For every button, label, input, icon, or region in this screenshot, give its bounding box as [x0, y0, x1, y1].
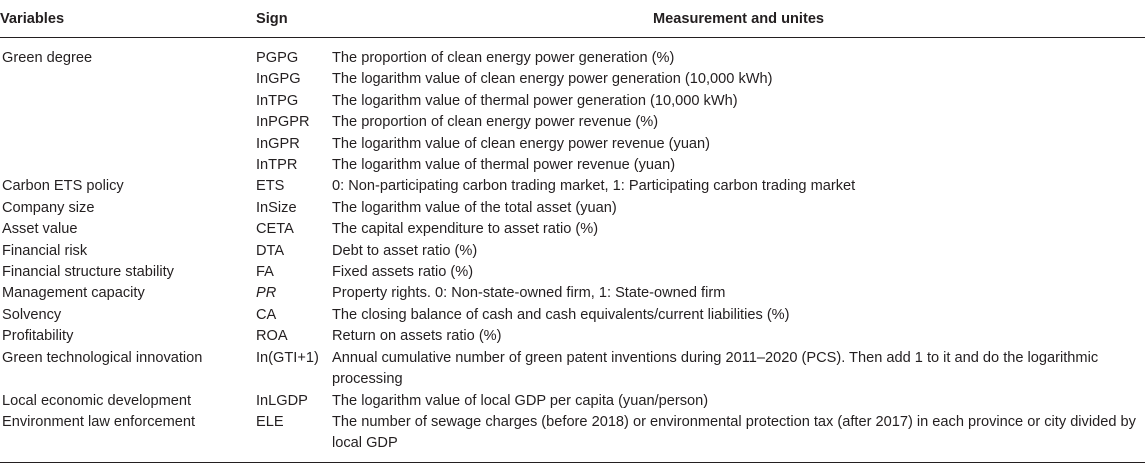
- measurement-cell: The logarithm value of the total asset (yuan): [332, 199, 617, 216]
- variable-cell: Local economic development: [2, 392, 192, 409]
- table-row: [0, 326, 1145, 347]
- variable-cell: Financial risk: [2, 242, 88, 259]
- measurement-cell: The proportion of clean energy power revenue (%): [332, 114, 659, 131]
- measurement-cell: The logarithm value of clean energy power revenue (yuan): [332, 135, 711, 152]
- sign-cell: DTA: [256, 242, 285, 259]
- sign-cell: ROA: [256, 328, 288, 345]
- variable-cell: [0, 91, 256, 112]
- variable-cell: Carbon ETS policy: [2, 178, 124, 195]
- table-row: [0, 91, 1145, 112]
- variable-cell: Management capacity: [2, 285, 145, 302]
- sign-cell: InPGPR: [256, 114, 310, 131]
- table-row: [0, 262, 1145, 283]
- table-row: [0, 69, 1145, 90]
- header-variables: Variables: [0, 0, 256, 38]
- table-row: [0, 112, 1145, 133]
- table-row: [0, 38, 1145, 70]
- table-row: [0, 219, 1145, 240]
- table-row: [0, 155, 1145, 176]
- measurement-cell: The logarithm value of clean energy power generation (10,000 kWh): [332, 71, 773, 88]
- sign-cell: InTPG: [256, 92, 299, 109]
- table-row: [0, 134, 1145, 155]
- variable-cell: Financial structure stability: [2, 264, 174, 281]
- header-measurement: Measurement and unites: [332, 0, 1145, 38]
- measurement-cell: Annual cumulative number of green patent inventions during 2011–2020 (PCS). Then add 1 to it and do the logarithmic processing: [332, 349, 1099, 388]
- variable-cell: [0, 112, 256, 133]
- measurement-cell: The closing balance of cash and cash equivalents/current liabilities (%): [332, 306, 790, 323]
- sign-cell: InGPR: [256, 135, 300, 152]
- measurement-cell: Return on assets ratio (%): [332, 328, 502, 345]
- measurement-cell: Property rights. 0: Non-state-owned firm, 1: State-owned firm: [332, 285, 726, 302]
- measurement-cell: The number of sewage charges (before 2018) or environmental protection tax (after 2017) in each province or city divided by local GDP: [332, 413, 1136, 452]
- table-row: [0, 198, 1145, 219]
- sign-cell: ETS: [256, 178, 285, 195]
- variable-cell: [0, 134, 256, 155]
- variable-cell: [0, 69, 256, 90]
- sign-cell: PR: [256, 285, 277, 302]
- sign-cell: CETA: [256, 221, 294, 238]
- sign-cell: ELE: [256, 413, 284, 430]
- variable-cell: [0, 155, 256, 176]
- sign-cell: InGPG: [256, 71, 301, 88]
- header-row: [0, 0, 1145, 38]
- variable-cell: Solvency: [2, 306, 62, 323]
- header-sign: Sign: [256, 0, 332, 38]
- sign-cell: In(GTI+1): [256, 349, 319, 366]
- variable-cell: Environment law enforcement: [2, 413, 196, 430]
- table-row: [0, 305, 1145, 326]
- sign-cell: CA: [256, 306, 277, 323]
- measurement-cell: Fixed assets ratio (%): [332, 264, 474, 281]
- sign-cell: InLGDP: [256, 392, 308, 409]
- measurement-cell: Debt to asset ratio (%): [332, 242, 478, 259]
- sign-cell: PGPG: [256, 50, 299, 66]
- measurement-cell: The logarithm value of thermal power revenue (yuan): [332, 157, 676, 174]
- variable-cell: Profitability: [2, 328, 74, 345]
- sign-cell: InSize: [256, 199, 297, 216]
- measurement-cell: The capital expenditure to asset ratio (%): [332, 221, 599, 238]
- measurement-cell: The logarithm value of local GDP per capita (yuan/person): [332, 392, 709, 409]
- measurement-cell: 0: Non-participating carbon trading market, 1: Participating carbon trading market: [332, 178, 856, 195]
- table-row: [0, 283, 1145, 304]
- measurement-cell: The logarithm value of thermal power generation (10,000 kWh): [332, 92, 738, 109]
- sign-cell: InTPR: [256, 157, 298, 174]
- table-row: [0, 348, 1145, 391]
- variable-cell: Company size: [2, 199, 95, 216]
- table-row: [0, 412, 1145, 455]
- table-row: [0, 241, 1145, 262]
- variable-cell: Asset value: [2, 221, 78, 238]
- sign-cell: FA: [256, 264, 274, 281]
- table-row: [0, 176, 1145, 197]
- table-row: [0, 391, 1145, 412]
- variable-cell: Green degree: [2, 50, 93, 66]
- measurement-cell: The proportion of clean energy power generation (%): [332, 50, 675, 66]
- variable-cell: Green technological innovation: [2, 349, 203, 366]
